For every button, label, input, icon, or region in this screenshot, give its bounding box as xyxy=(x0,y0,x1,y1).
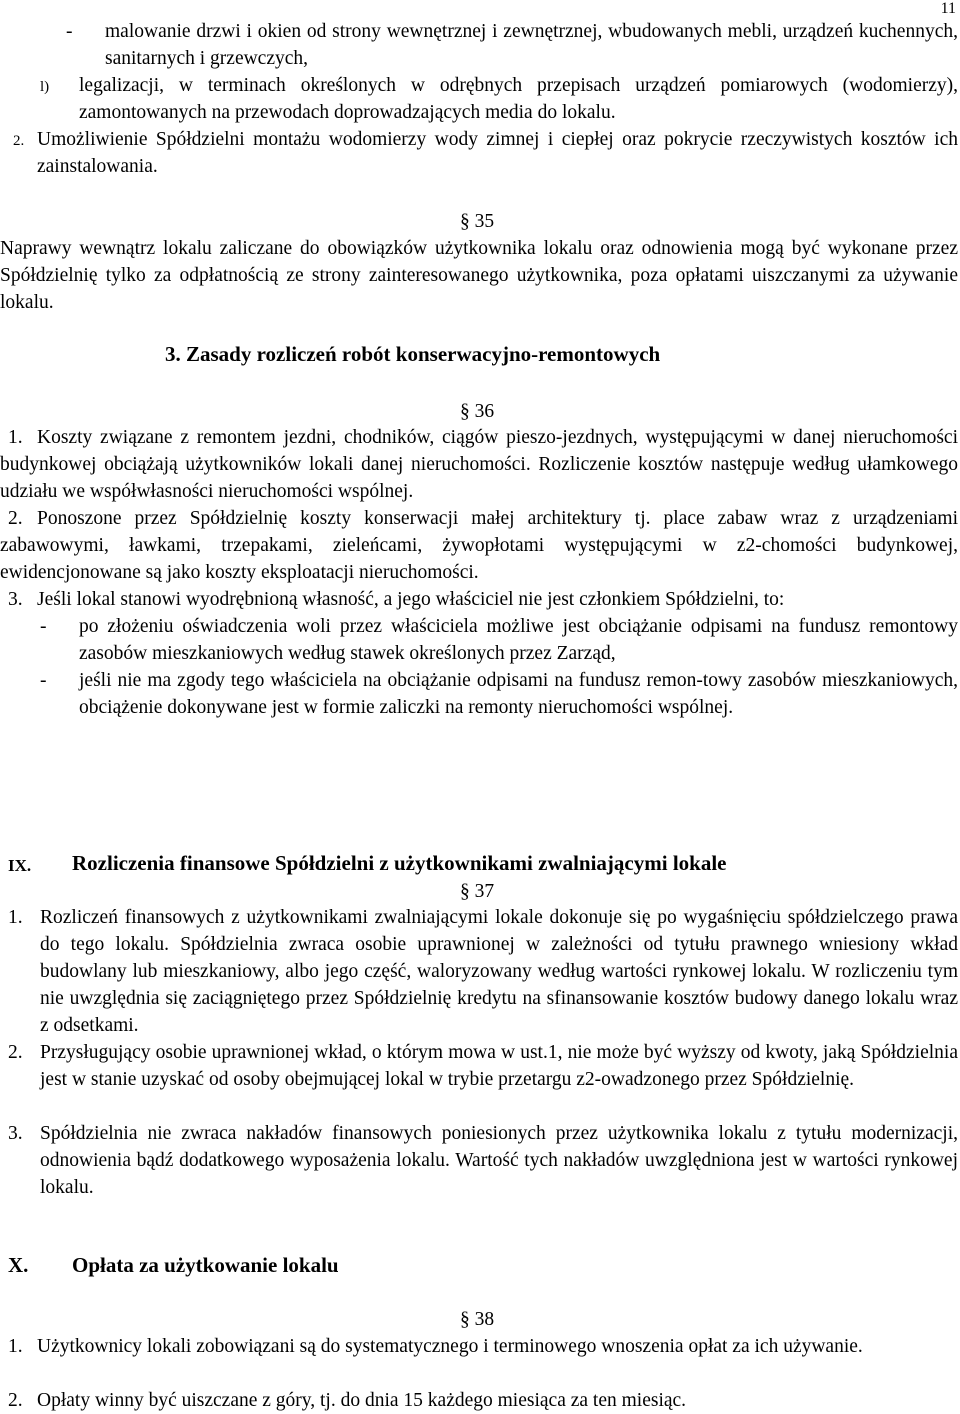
list-marker: 2. xyxy=(8,1042,23,1063)
section-37-list xyxy=(0,904,958,1201)
list-marker: l) xyxy=(40,79,50,95)
list-marker: 1. xyxy=(8,907,23,928)
list-marker: 1. xyxy=(8,1336,23,1357)
chapter-title: Rozliczenia finansowe Spółdzielni z użytkownikami zwalniającymi lokale xyxy=(72,851,727,875)
list-item xyxy=(0,505,958,586)
list-item xyxy=(0,1333,958,1387)
sub-list-marker: - xyxy=(40,616,47,637)
list-item xyxy=(0,1387,958,1414)
list-item-text: Rozliczeń finansowych z użytkownikami zwalniającymi lokale dokonuje się po wygaśnięciu spółdzielczego prawa do tego lokalu. Spółdzielnia zwraca osobie uprawnionej w zależności od tytułu prawnego wniesiony wkład budowlany lub mieszkaniowy, albo jego część, waloryzowany według wartości rynkowej lokalu. W rozliczeniu tym nie uwzględnia się zaciągniętego przez Spółdzielnię kredytu na sfinansowanie kosztów budowy danego lokalu wraz z odsetkami. xyxy=(40,907,958,1036)
chapter-10-heading xyxy=(0,1252,958,1280)
list-item xyxy=(0,904,958,1039)
list-marker: 2. xyxy=(8,508,23,529)
list-item-text: malowanie drzwi i okien od strony wewnętrznej i zewnętrznej, wbudowanych mebli, urządzeń kuchennych, sanitarnych i grzewczych, xyxy=(105,21,958,69)
list-marker: 2. xyxy=(13,133,25,149)
list-item-text: Umożliwienie Spółdzielni montażu wodomierzy wody zimnej i ciepłej oraz pokrycie rzeczywistych kosztów ich zainstalowania. xyxy=(37,129,958,177)
chapter-title: Opłata za użytkowanie lokalu xyxy=(72,1253,339,1277)
list-marker: 1. xyxy=(8,427,23,448)
sub-list-item-text: jeśli nie ma zgody tego właściciela na obciążanie odpisami na fundusz remon-towy zasobów mieszkaniowych, obciążenie dokonywane jest w formie zaliczki na remonty nieruchomości wspólnej. xyxy=(79,670,958,718)
chapter-9-heading xyxy=(0,850,958,878)
chapter-number: IX. xyxy=(8,856,32,875)
section-37-title: § 37 xyxy=(460,881,495,902)
list-item xyxy=(0,586,958,613)
chapter-number: X. xyxy=(8,1253,29,1277)
list-item xyxy=(0,126,958,180)
section-35-text: Naprawy wewnątrz lokalu zaliczane do obowiązków użytkownika lokalu oraz odnowienia mogą być wykonane przez Spółdzielnię tylko za odpłatnością ze strony zainteresowanego użytkownika, poza opłatami uiszczanymi za używanie lokalu. xyxy=(0,238,958,313)
section-35-title: § 35 xyxy=(460,211,495,232)
list-item xyxy=(0,72,958,126)
list-item-text: Użytkownicy lokali zobowiązani są do systematycznego i terminowego wnoszenia opłat za ich używanie. xyxy=(37,1336,863,1357)
list-item-text: Opłaty winny być uiszczane z góry, tj. do dnia 15 każdego miesiąca za ten miesiąc. xyxy=(37,1390,687,1411)
section-38-title: § 38 xyxy=(460,1309,495,1330)
list-item xyxy=(0,424,958,505)
list-item-text: Ponoszone przez Spółdzielnię koszty konserwacji małej architektury tj. place zabaw wraz z urządzeniami zabawowymi, ławkami, trzepakami, zieleńcami, żywopłotami występującymi w z2-chomości budynkowej, ewidencjonowane są jako koszty eksploatacji nieruchomości. xyxy=(0,508,958,583)
list-marker: 3. xyxy=(8,1123,23,1144)
list-item xyxy=(0,1120,958,1201)
list-item-text: legalizacji, w terminach określonych w odrębnych przepisach urządzeń pomiarowych (wodomierzy), zamontowanych na przewodach doprowadzających media do lokalu. xyxy=(79,75,958,123)
section-heading: 3. Zasady rozliczeń robót konserwacyjno-remontowych xyxy=(165,342,661,366)
top-list xyxy=(0,18,958,180)
list-item xyxy=(0,18,958,72)
list-item-text: Spółdzielnia nie zwraca nakładów finansowych poniesionych przez użytkownika lokalu z tytułu modernizacji, odnowienia bądź dodatkowego wyposażenia lokalu. Wartość tych nakładów uwzględniona jest w wartości rynkowej lokalu. xyxy=(40,1123,958,1198)
sub-list-item-text: po złożeniu oświadczenia woli przez właściciela możliwe jest obciążanie odpisami na fundusz remontowy zasobów mieszkaniowych według stawek określonych przez Zarząd, xyxy=(79,616,958,664)
sub-list-marker: - xyxy=(40,670,47,691)
sub-list-item xyxy=(0,613,958,667)
list-marker: - xyxy=(66,21,73,42)
page-number: 11 xyxy=(940,0,956,17)
list-item-text: Jeśli lokal stanowi wyodrębnioną własność, a jego właściciel nie jest członkiem Spółdzielni, to: xyxy=(37,589,785,610)
section-36-title: § 36 xyxy=(460,401,495,422)
list-marker: 3. xyxy=(8,589,23,610)
list-item-text: Koszty związane z remontem jezdni, chodników, ciągów pieszo-jezdnych, występującymi w danej nieruchomości budynkowej obciążają użytkowników lokali danej nieruchomości. Rozliczenie kosztów następuje według ułamkowego udziału we współwłasności nieruchomości wspólnej. xyxy=(0,427,958,502)
section-36-list xyxy=(0,424,958,748)
list-marker: 2. xyxy=(8,1390,23,1411)
sub-list-item xyxy=(0,667,958,748)
list-item-text: Przysługujący osobie uprawnionej wkład, o którym mowa w ust.1, nie może być wyższy od kwoty, jaką Spółdzielnia jest w stanie uzyskać od osoby obejmującej lokal w trybie przetargu z2-owadzonego przez Spółdzielnię. xyxy=(40,1042,958,1090)
section-38-list xyxy=(0,1333,958,1414)
list-item xyxy=(0,1039,958,1120)
